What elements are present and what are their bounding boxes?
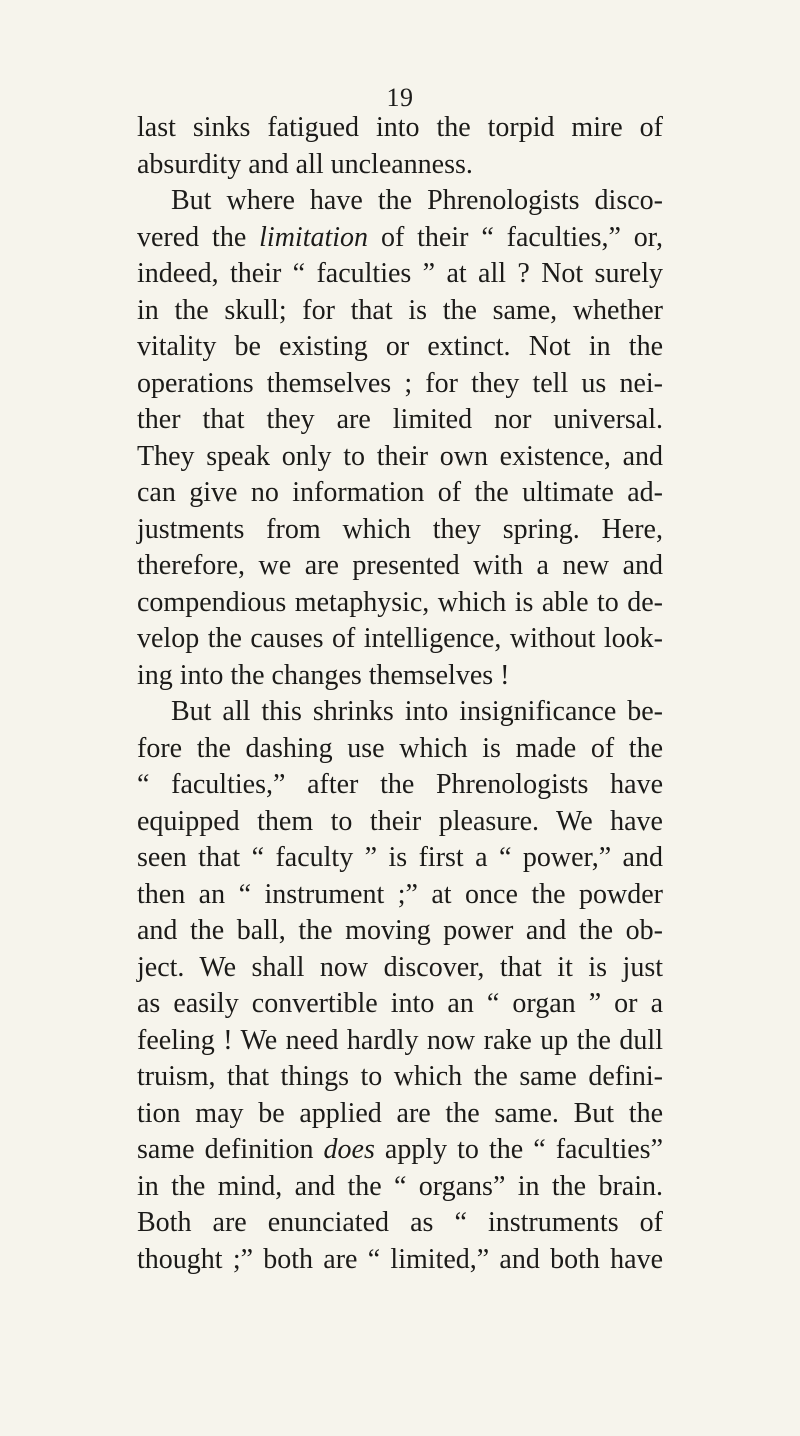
- text-segment: same definition: [137, 1134, 324, 1165]
- page-number: 19: [386, 83, 414, 112]
- text-line: ject. We shall now discover, that it is just: [137, 951, 663, 983]
- italic-word: limitation: [259, 221, 369, 253]
- text-line: But where have the Phrenologists disco-: [171, 185, 663, 216]
- text-segment: of their “ faculties,” or,: [368, 221, 663, 253]
- body-text: [137, 110, 663, 1278]
- text-line: ther that they are limited nor universal.: [137, 404, 663, 435]
- text-line: thought ;” both are “ limited,” and both have: [137, 1243, 663, 1275]
- text-line: ing into the changes themselves !: [137, 659, 510, 691]
- italic-word: does: [323, 1134, 375, 1165]
- text-line: velop the causes of intelligence, without look-: [137, 623, 663, 654]
- text-line-with-italic: [137, 1132, 663, 1169]
- text-line: as easily convertible into an “ organ ” or a: [137, 988, 663, 1019]
- text-line: tion may be applied are the same. But the: [137, 1097, 663, 1129]
- text-line: seen that “ faculty ” is first a “ power,” and: [137, 842, 663, 873]
- text-line: in the mind, and the “ organs” in the brain.: [137, 1170, 663, 1202]
- text-line: equipped them to their pleasure. We have: [137, 805, 663, 837]
- text-segment: vered the: [137, 221, 260, 253]
- text-line: absurdity and all uncleanness.: [137, 148, 473, 180]
- text-line: compendious metaphysic, which is able to de-: [137, 586, 663, 618]
- text-line: indeed, their “ faculties ” at all ? Not surely: [137, 258, 663, 289]
- text-line: justments from which they spring. Here,: [137, 513, 663, 545]
- text-line: Both are enunciated as “ instruments of: [137, 1207, 663, 1238]
- text-line: in the skull; for that is the same, whether: [137, 294, 663, 326]
- text-line: But all this shrinks into insignificance be-: [171, 696, 663, 727]
- text-line: and the ball, the moving power and the ob-: [137, 915, 663, 946]
- text-line: then an “ instrument ;” at once the powder: [137, 878, 663, 910]
- text-segment: apply to the “ faculties”: [374, 1134, 664, 1165]
- text-line-with-italic: [137, 220, 663, 257]
- text-line: fore the dashing use which is made of the: [137, 732, 663, 764]
- text-line: therefore, we are presented with a new and: [137, 550, 663, 581]
- text-line: truism, that things to which the same defini-: [137, 1061, 663, 1092]
- text-line: vitality be existing or extinct. Not in the: [137, 331, 663, 362]
- text-line: can give no information of the ultimate ad-: [137, 477, 663, 508]
- text-line: They speak only to their own existence, and: [137, 440, 663, 472]
- text-line: operations themselves ; for they tell us nei-: [137, 367, 663, 399]
- text-line: “ faculties,” after the Phrenologists have: [137, 769, 663, 800]
- text-line: feeling ! We need hardly now rake up the dull: [137, 1024, 663, 1056]
- text-line: last sinks fatigued into the torpid mire of: [137, 112, 663, 143]
